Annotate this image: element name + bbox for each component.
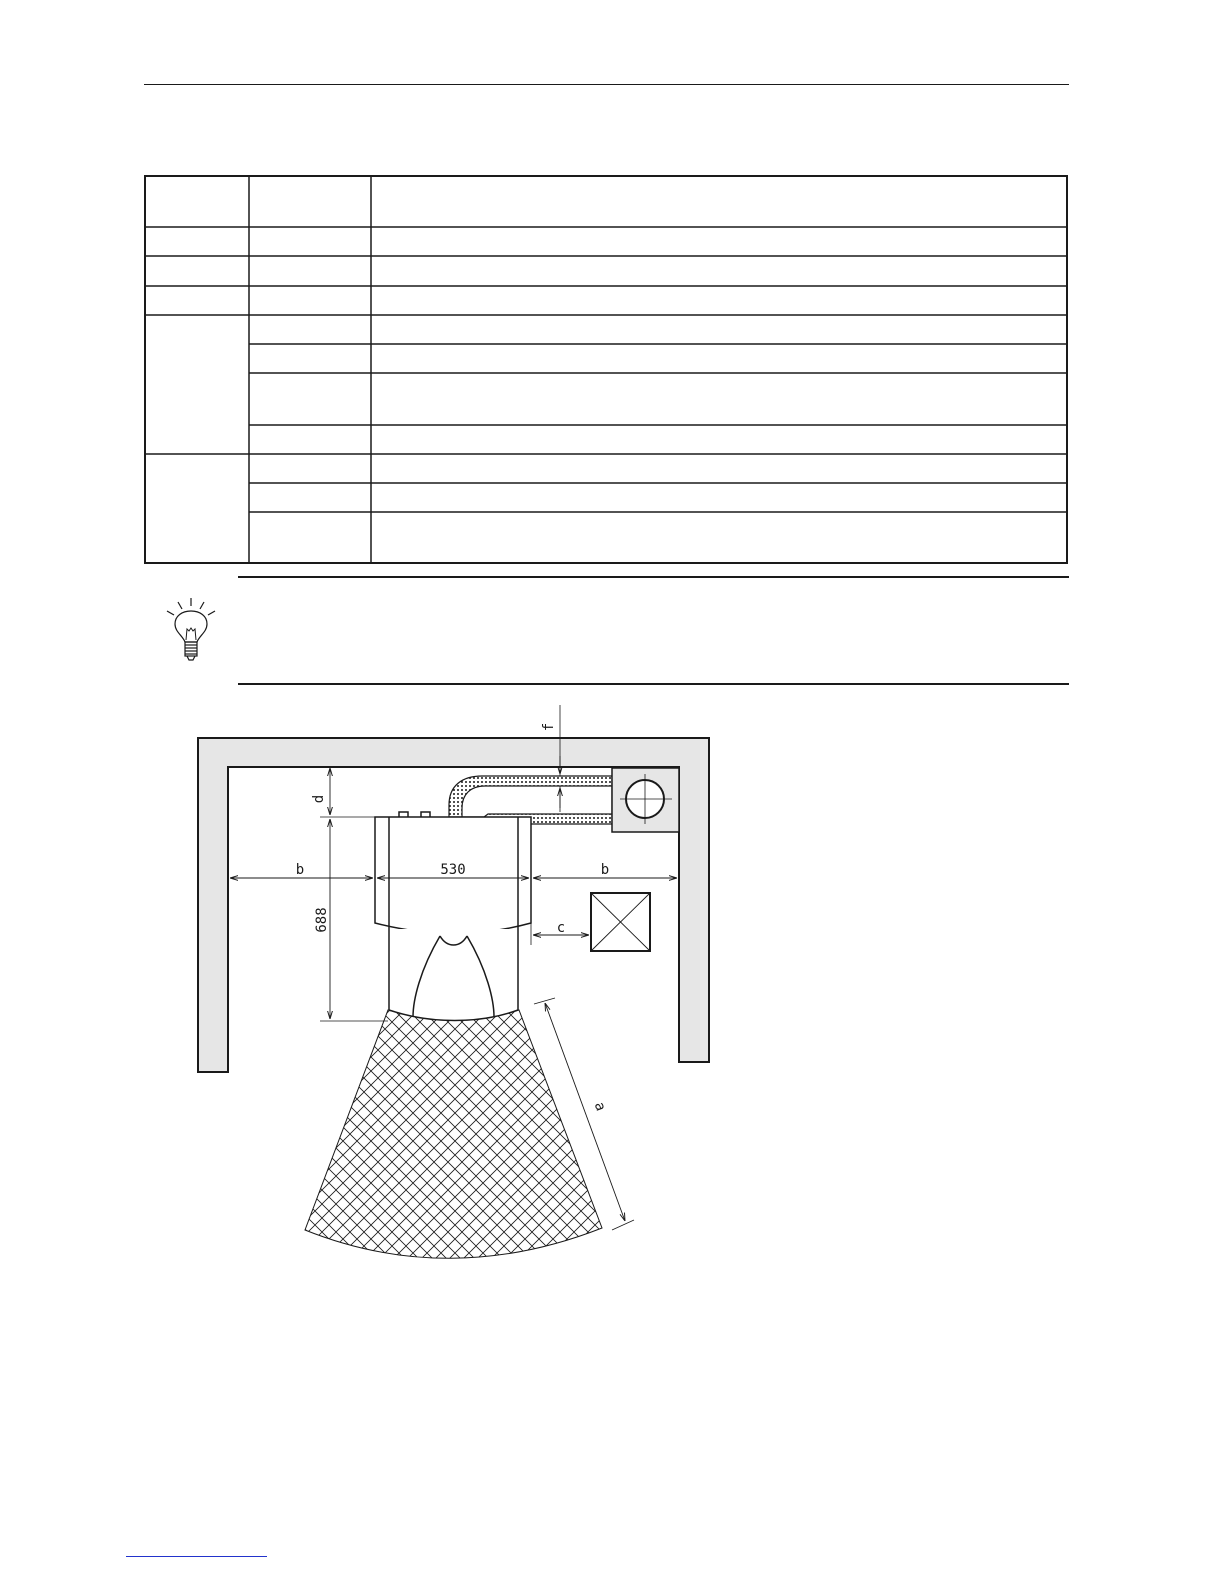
dim-label-a: a bbox=[590, 1099, 609, 1114]
table-border bbox=[145, 176, 1067, 563]
note-top-rule bbox=[238, 576, 1069, 578]
installation-clearance-drawing bbox=[0, 690, 760, 1280]
dim-label-width: 530 bbox=[440, 862, 466, 878]
dim-label-b-right: b bbox=[600, 862, 610, 878]
boiler bbox=[375, 812, 531, 1021]
note-bottom-rule bbox=[238, 683, 1069, 685]
spec-table bbox=[0, 0, 1224, 600]
service-area bbox=[305, 1010, 602, 1258]
dim-label-c: c bbox=[556, 920, 566, 936]
dim-label-b-left: b bbox=[295, 862, 305, 878]
obstacle-box bbox=[591, 893, 650, 951]
footer-link[interactable] bbox=[126, 1556, 267, 1557]
dim-label-f: f bbox=[541, 722, 557, 732]
dim-label-d: d bbox=[311, 794, 327, 804]
lightbulb-icon bbox=[160, 596, 222, 668]
dim-label-depth: 688 bbox=[314, 907, 330, 933]
